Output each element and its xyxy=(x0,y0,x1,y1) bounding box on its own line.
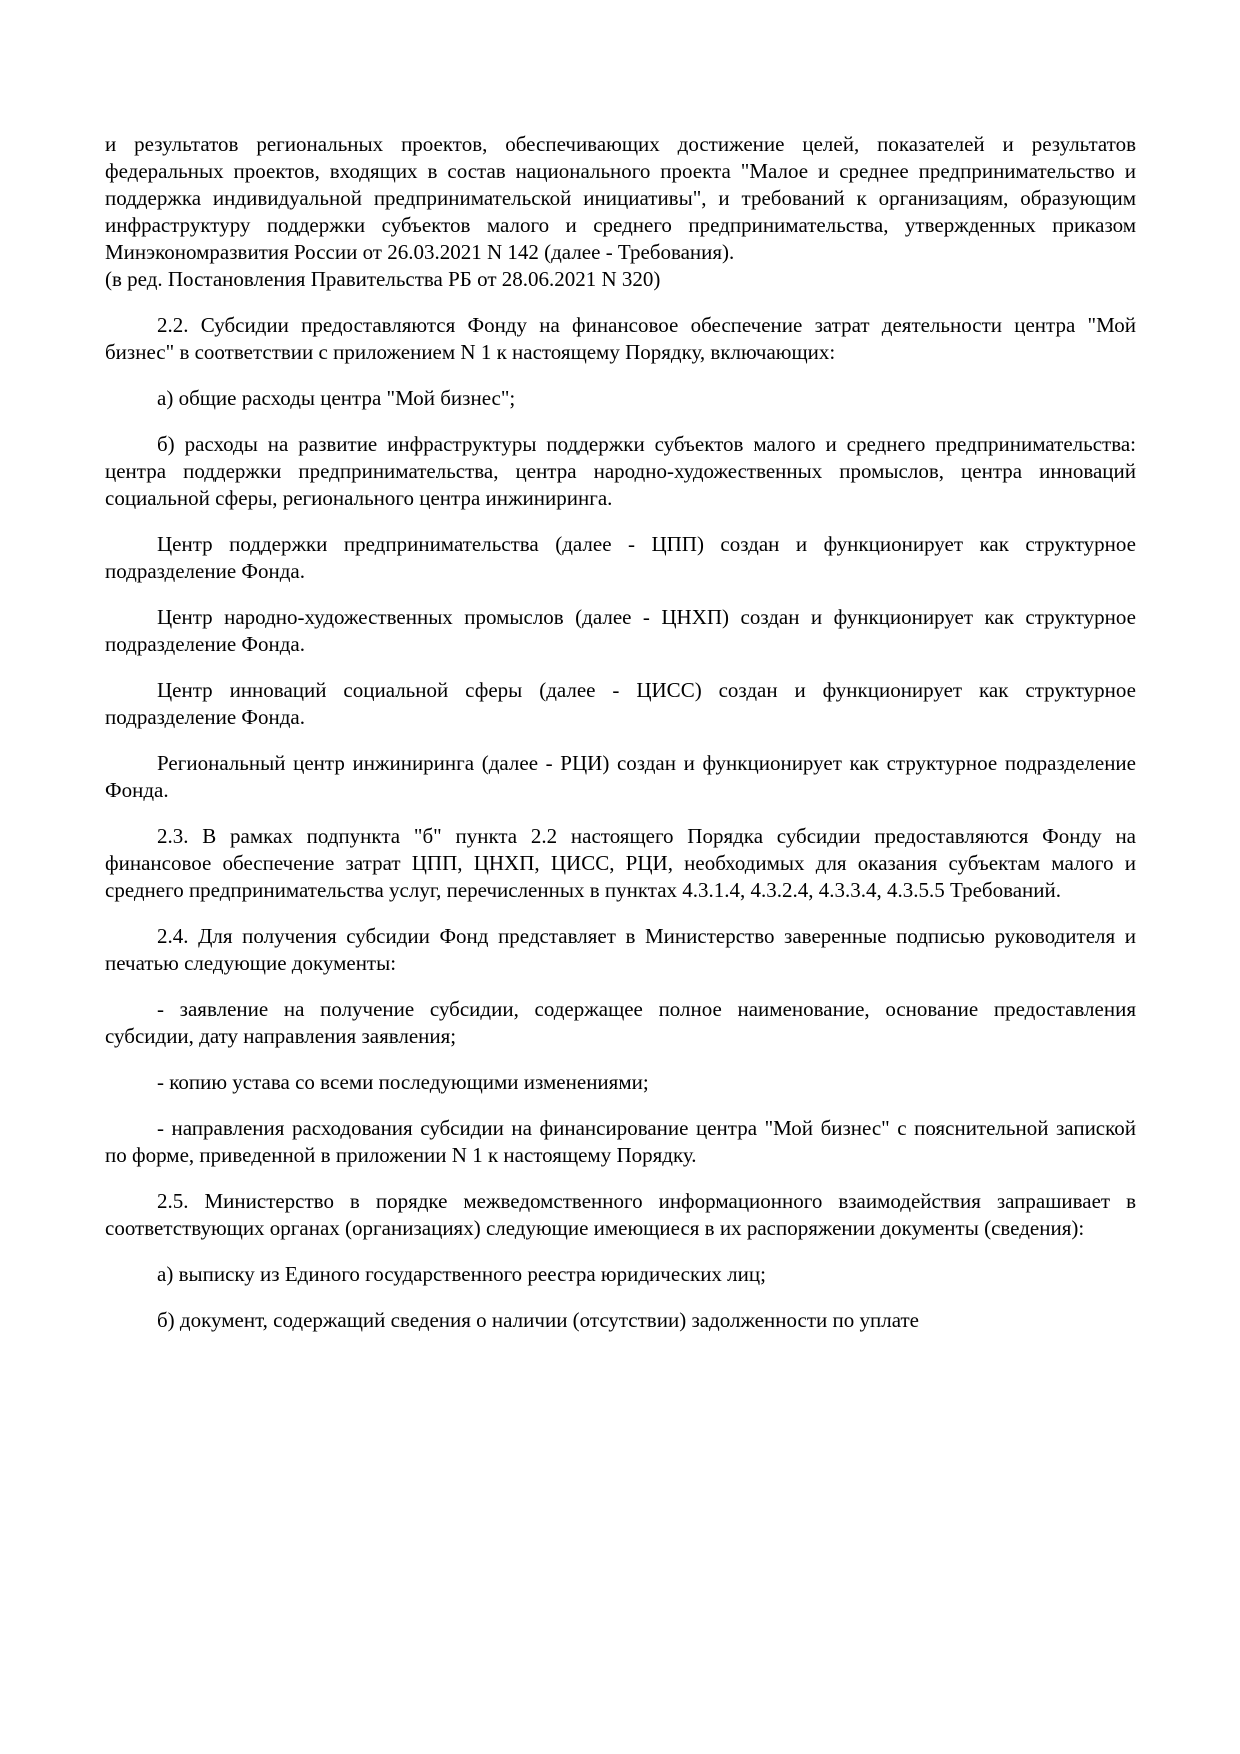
clause-2-5: 2.5. Министерство в порядке межведомственного информационного взаимодействия запрашивает в соответствующих органах (организациях) следующие имеющиеся в их распоряжении документы (сведения): xyxy=(105,1189,1136,1240)
clause-2-2-item-a: а) общие расходы центра "Мой бизнес"; xyxy=(157,386,516,410)
clause-2-4-dash-item-1: - заявление на получение субсидии, содержащее полное наименование, основание предоставления субсидии, дату направления заявления; xyxy=(105,997,1136,1048)
clause-2-2-item-b: б) расходы на развитие инфраструктуры поддержки субъектов малого и среднего предпринимательства: центра поддержки предпринимательства, центра народно-художественных промыслов, центра инноваций социальной сферы, регионального центра инжиниринга. xyxy=(105,432,1136,510)
paragraph-rci: Региональный центр инжиниринга (далее - РЦИ) создан и функционирует как структурное подразделение Фонда. xyxy=(105,751,1136,802)
clause-2-4: 2.4. Для получения субсидии Фонд представляет в Министерство заверенные подписью руководителя и печатью следующие документы: xyxy=(105,924,1136,975)
paragraph-cnhp: Центр народно-художественных промыслов (далее - ЦНХП) создан и функционирует как структурное подразделение Фонда. xyxy=(105,605,1136,656)
clause-2-5-item-b: б) документ, содержащий сведения о наличии (отсутствии) задолженности по уплате xyxy=(157,1308,919,1332)
continuation-paragraph: и результатов региональных проектов, обеспечивающих достижение целей, показателей и результатов федеральных проектов, входящих в состав национального проекта "Малое и среднее предпринимательство и поддержка индивидуальной предпринимательской инициативы", и требований к организациям, образующим инфраструктуру поддержки субъектов малого и среднего предпринимательства, утвержденных приказом Минэкономразвития России от 26.03.2021 N 142 (далее - Требования). xyxy=(105,132,1136,264)
clause-2-2: 2.2. Субсидии предоставляются Фонду на финансовое обеспечение затрат деятельности центра "Мой бизнес" в соответствии с приложением N 1 к настоящему Порядку, включающих: xyxy=(105,313,1136,364)
paragraph-ciss: Центр инноваций социальной сферы (далее - ЦИСС) создан и функционирует как структурное подразделение Фонда. xyxy=(105,678,1136,729)
clause-2-4-dash-item-2: - копию устава со всеми последующими изменениями; xyxy=(157,1070,649,1094)
clause-2-3: 2.3. В рамках подпункта "б" пункта 2.2 настоящего Порядка субсидии предоставляются Фонду на финансовое обеспечение затрат ЦПП, ЦНХП, ЦИСС, РЦИ, необходимых для оказания субъектам малого и среднего предпринимательства услуг, перечисленных в пунктах 4.3.1.4, 4.3.2.4, 4.3.3.4, 4.3.5.5 Требований. xyxy=(105,824,1136,902)
paragraph-cpp: Центр поддержки предпринимательства (далее - ЦПП) создан и функционирует как структурное подразделение Фонда. xyxy=(105,532,1136,583)
clause-2-5-item-a: а) выписку из Единого государственного реестра юридических лиц; xyxy=(157,1262,766,1286)
clause-2-4-dash-item-3: - направления расходования субсидии на финансирование центра "Мой бизнес" с пояснительной запиской по форме, приведенной в приложении N 1 к настоящему Порядку. xyxy=(105,1116,1136,1167)
amendment-note: (в ред. Постановления Правительства РБ от 28.06.2021 N 320) xyxy=(105,267,661,291)
